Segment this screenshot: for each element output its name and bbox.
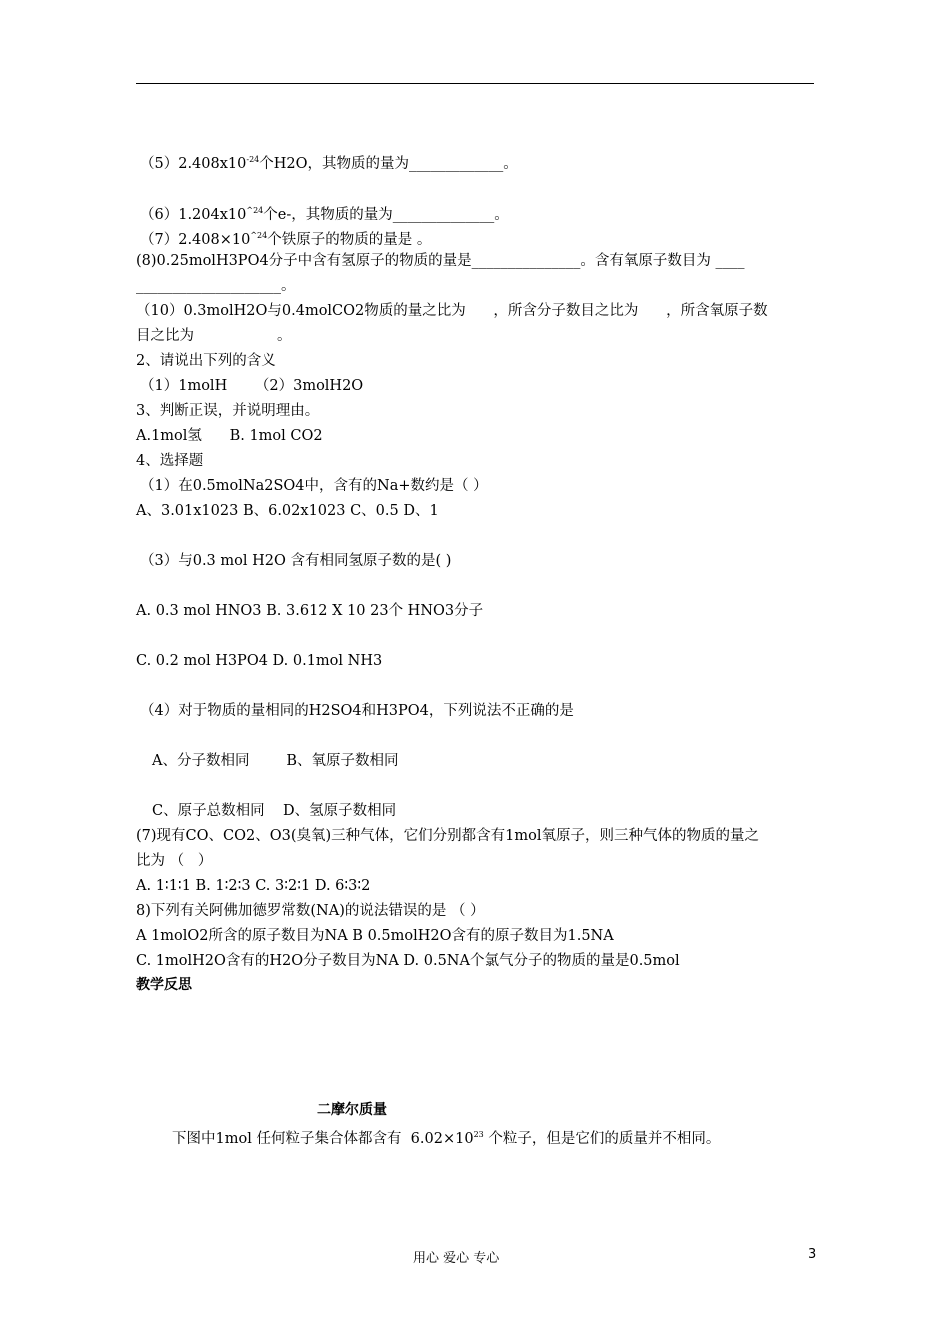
choice-3-options-cd: C. 0.2 mol H3PO4 D. 0.1mol NH3: [136, 653, 383, 669]
choice-7-options: A. 1∶1∶1 B. 1∶2∶3 C. 3∶2∶1 D. 6∶3∶2: [136, 878, 371, 894]
section-molar-mass-title: 二摩尔质量: [317, 1102, 387, 1118]
question-10-line1: （10）0.3molH2O与0.4molCO2物质的量之比为 ，所含分子数目之比为 ，所含氧原子数: [136, 303, 768, 319]
choice-8-options-cd: C. 1molH2O含有的H2O分子数目为NA D. 0.5NA个氯气分子的物质的量是0.5mol: [136, 953, 680, 969]
choice-8-question: 8)下列有关阿佛加德罗常数(NA)的说法错误的是 （ ）: [136, 903, 485, 919]
choice-3-options-ab: A. 0.3 mol HNO3 B. 3.612 X 10 23个 HNO3分子: [136, 603, 484, 619]
choice-4-question: （4）对于物质的量相同的H2SO4和H3PO4，下列说法不正确的是: [140, 703, 574, 719]
page-number: 3: [808, 1247, 817, 1262]
section-2-items: （1）1molH （2）3molH2O: [140, 378, 364, 394]
teaching-reflection-heading: 教学反思: [136, 977, 192, 993]
molar-mass-intro: 下图中1mol 任何粒子集合体都含有 $6.02\times 10^{23}$ 个粒子，但是它们的质量并不相同。: [172, 1130, 721, 1147]
section-3-title: 3、判断正误，并说明理由。: [136, 403, 320, 419]
choice-4-options-cd: C、原子总数相同 D、氢原子数相同: [152, 803, 397, 819]
choice-8-options-ab: A 1molO2所含的原子数目为NA B 0.5molH2O含有的原子数目为1.5NA: [136, 928, 614, 944]
choice-7-question-line2: 比为 （ ）: [136, 853, 213, 869]
question-10-line2: 目之比为 。: [136, 328, 292, 344]
section-4-title: 4、选择题: [136, 453, 204, 469]
choice-3-question: （3）与0.3 mol H2O 含有相同氢原子数的是( ): [140, 553, 452, 569]
section-2-title: 2、请说出下列的含义: [136, 353, 276, 369]
question-5: $(5)2.408x10^{-24}$个H2O，其物质的量为_____________。: [140, 155, 518, 172]
choice-4-options-ab: A、分子数相同 B、氧原子数相同: [152, 753, 399, 769]
question-6: $(6)1.204x10^{\^{}24}$个e-，其物质的量为______________。: [140, 206, 509, 223]
header-rule: [136, 83, 814, 84]
choice-7-question-line1: (7)现有CO、CO2、O3(臭氧)三种气体，它们分别都含有1mol氧原子，则三种气体的物质的量之: [136, 828, 759, 844]
question-7: $(7)2.408\times 10^{\^{}24}$个铁原子的物质的量是 。: [140, 231, 432, 248]
choice-1-question: （1）在0.5molNa2SO4中，含有的Na+数约是（ ）: [140, 478, 488, 494]
footer-motto: 用心 爱心 专心: [413, 1251, 500, 1266]
section-3-items: A.1mol氢 B. 1mol CO2: [136, 428, 323, 444]
choice-1-options: A、3.01x1023 B、6.02x1023 C、0.5 D、1: [136, 503, 439, 519]
question-8-line2: ____________________。: [136, 278, 296, 294]
question-8-line1: (8)0.25molH3PO4分子中含有氢原子的物质的量是_______________。含有氧原子数目为 ____: [136, 253, 745, 269]
